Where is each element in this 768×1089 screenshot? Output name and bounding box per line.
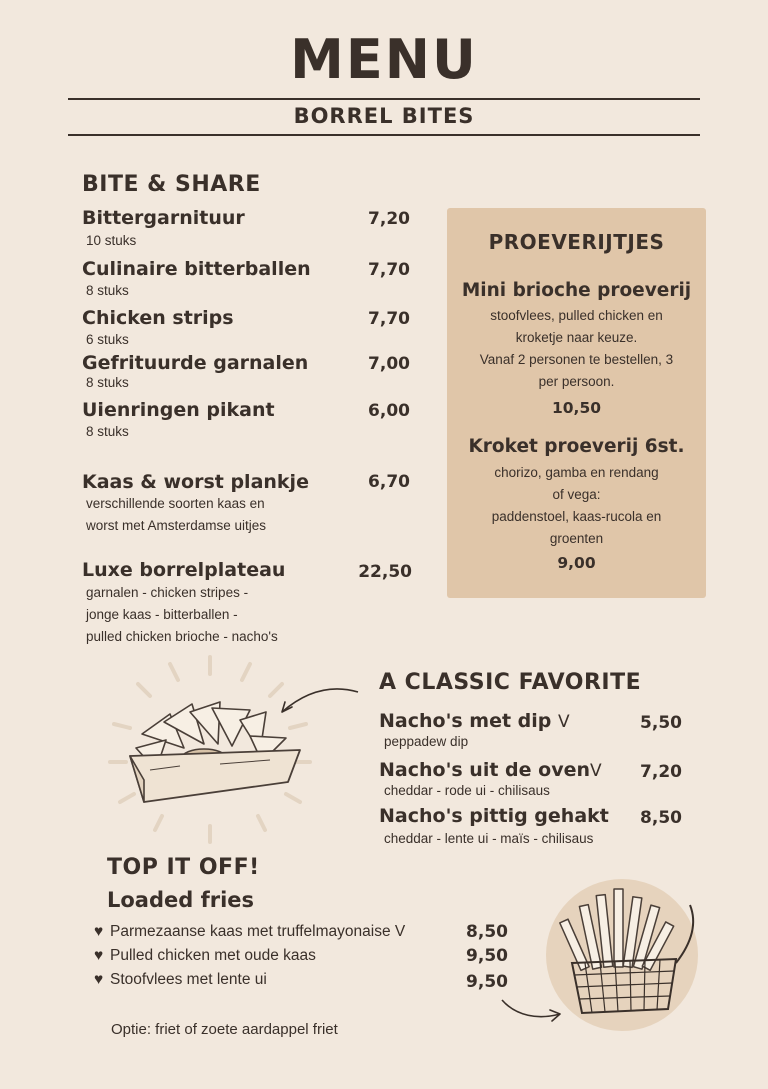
item-name [379,759,602,781]
proeverij-desc [459,305,694,393]
bite-share-heading: BITE & SHARE [82,172,261,197]
heart-icon: ♥ [94,923,104,940]
item-name-text: Nacho's met dip [379,710,552,732]
vegetarian-icon: V [590,761,602,781]
item-price: 6,70 [368,472,410,492]
fries-item [94,947,316,965]
item-desc: pulled chicken brioche - nacho's [86,629,278,644]
desc-line: per persoon. [538,374,615,389]
desc-line: chorizo, gamba en rendang [494,465,659,480]
item-desc: cheddar - lente ui - maïs - chilisaus [384,831,594,846]
item-price: 8,50 [466,922,508,942]
desc-line: of vega: [552,487,601,502]
proeverij-price: 9,00 [557,554,596,572]
bottom-divider [68,134,700,136]
item-price: 6,00 [368,401,410,421]
item-desc: 10 stuks [86,233,137,248]
fries-item [94,971,267,989]
desc-line: stoofvlees, pulled chicken en [490,308,663,323]
item-name: Luxe borrelplateau [82,559,286,581]
item-name: Culinaire bitterballen [82,258,311,280]
item-desc: 8 stuks [86,424,129,439]
loaded-fries-heading: Loaded fries [107,888,255,912]
proeverij-desc [459,462,694,550]
item-desc: jonge kaas - bitterballen - [86,607,238,622]
proeverij-name: Kroket proeverij 6st. [468,436,685,457]
item-desc: garnalen - chicken stripes - [86,585,249,600]
heart-icon: ♥ [94,971,104,988]
item-name: Nacho's pittig gehakt [379,805,609,827]
item-name: Chicken strips [82,307,234,329]
fries-item-name: Stoofvlees met lente ui [110,971,267,988]
desc-line: paddenstoel, kaas-rucola en [491,509,662,524]
menu-title: MENU [290,28,478,91]
item-name: Kaas & worst plankje [82,471,309,493]
item-desc: 8 stuks [86,283,129,298]
item-price: 7,00 [368,354,410,374]
item-price: 7,20 [368,209,410,229]
desc-line: Vanaf 2 personen te bestellen, 3 [479,352,674,367]
item-name: Bittergarnituur [82,207,245,229]
item-name-text: Nacho's uit de oven [379,759,590,781]
top-divider [68,98,700,100]
top-it-off-heading: TOP IT OFF! [107,855,260,880]
item-desc: worst met Amsterdamse uitjes [86,518,267,533]
menu-subtitle: BORREL BITES [293,104,475,128]
fries-option-note: Optie: friet of zoete aardappel friet [111,1021,338,1038]
proeverijtjes-heading: PROEVERIJTJES [488,230,665,254]
item-price: 22,50 [358,562,412,582]
item-name: Uienringen pikant [82,399,275,421]
classic-heading: A CLASSIC FAVORITE [379,670,642,695]
item-desc: verschillende soorten kaas en [86,496,265,511]
proeverij-price: 10,50 [551,399,602,417]
proeverij-name: Mini brioche proeverij [461,280,692,301]
arrow-icon [270,680,370,730]
arrow-icon [498,990,568,1026]
item-price: 5,50 [640,713,682,733]
item-name: Gefrituurde garnalen [82,352,309,374]
desc-line: kroketje naar keuze. [515,330,638,345]
item-desc: 6 stuks [86,332,129,347]
heart-icon: ♥ [94,947,104,964]
item-desc: peppadew dip [384,734,469,749]
item-price: 8,50 [640,808,682,828]
fries-item-name: Parmezaanse kaas met truffelmayonaise [110,923,391,940]
item-price: 9,50 [466,946,508,966]
item-price: 7,20 [640,762,682,782]
desc-line: groenten [549,531,604,546]
item-price: 9,50 [466,972,508,992]
vegetarian-icon: V [394,923,406,940]
item-desc: 8 stuks [86,375,129,390]
item-price: 7,70 [368,260,410,280]
item-desc: cheddar - rode ui - chilisaus [384,783,550,798]
proeverijtjes-panel [447,208,706,598]
fries-item-name: Pulled chicken met oude kaas [110,947,316,964]
item-price: 7,70 [368,309,410,329]
vegetarian-icon: V [558,712,570,732]
fries-item [94,923,405,941]
item-name [379,710,570,732]
